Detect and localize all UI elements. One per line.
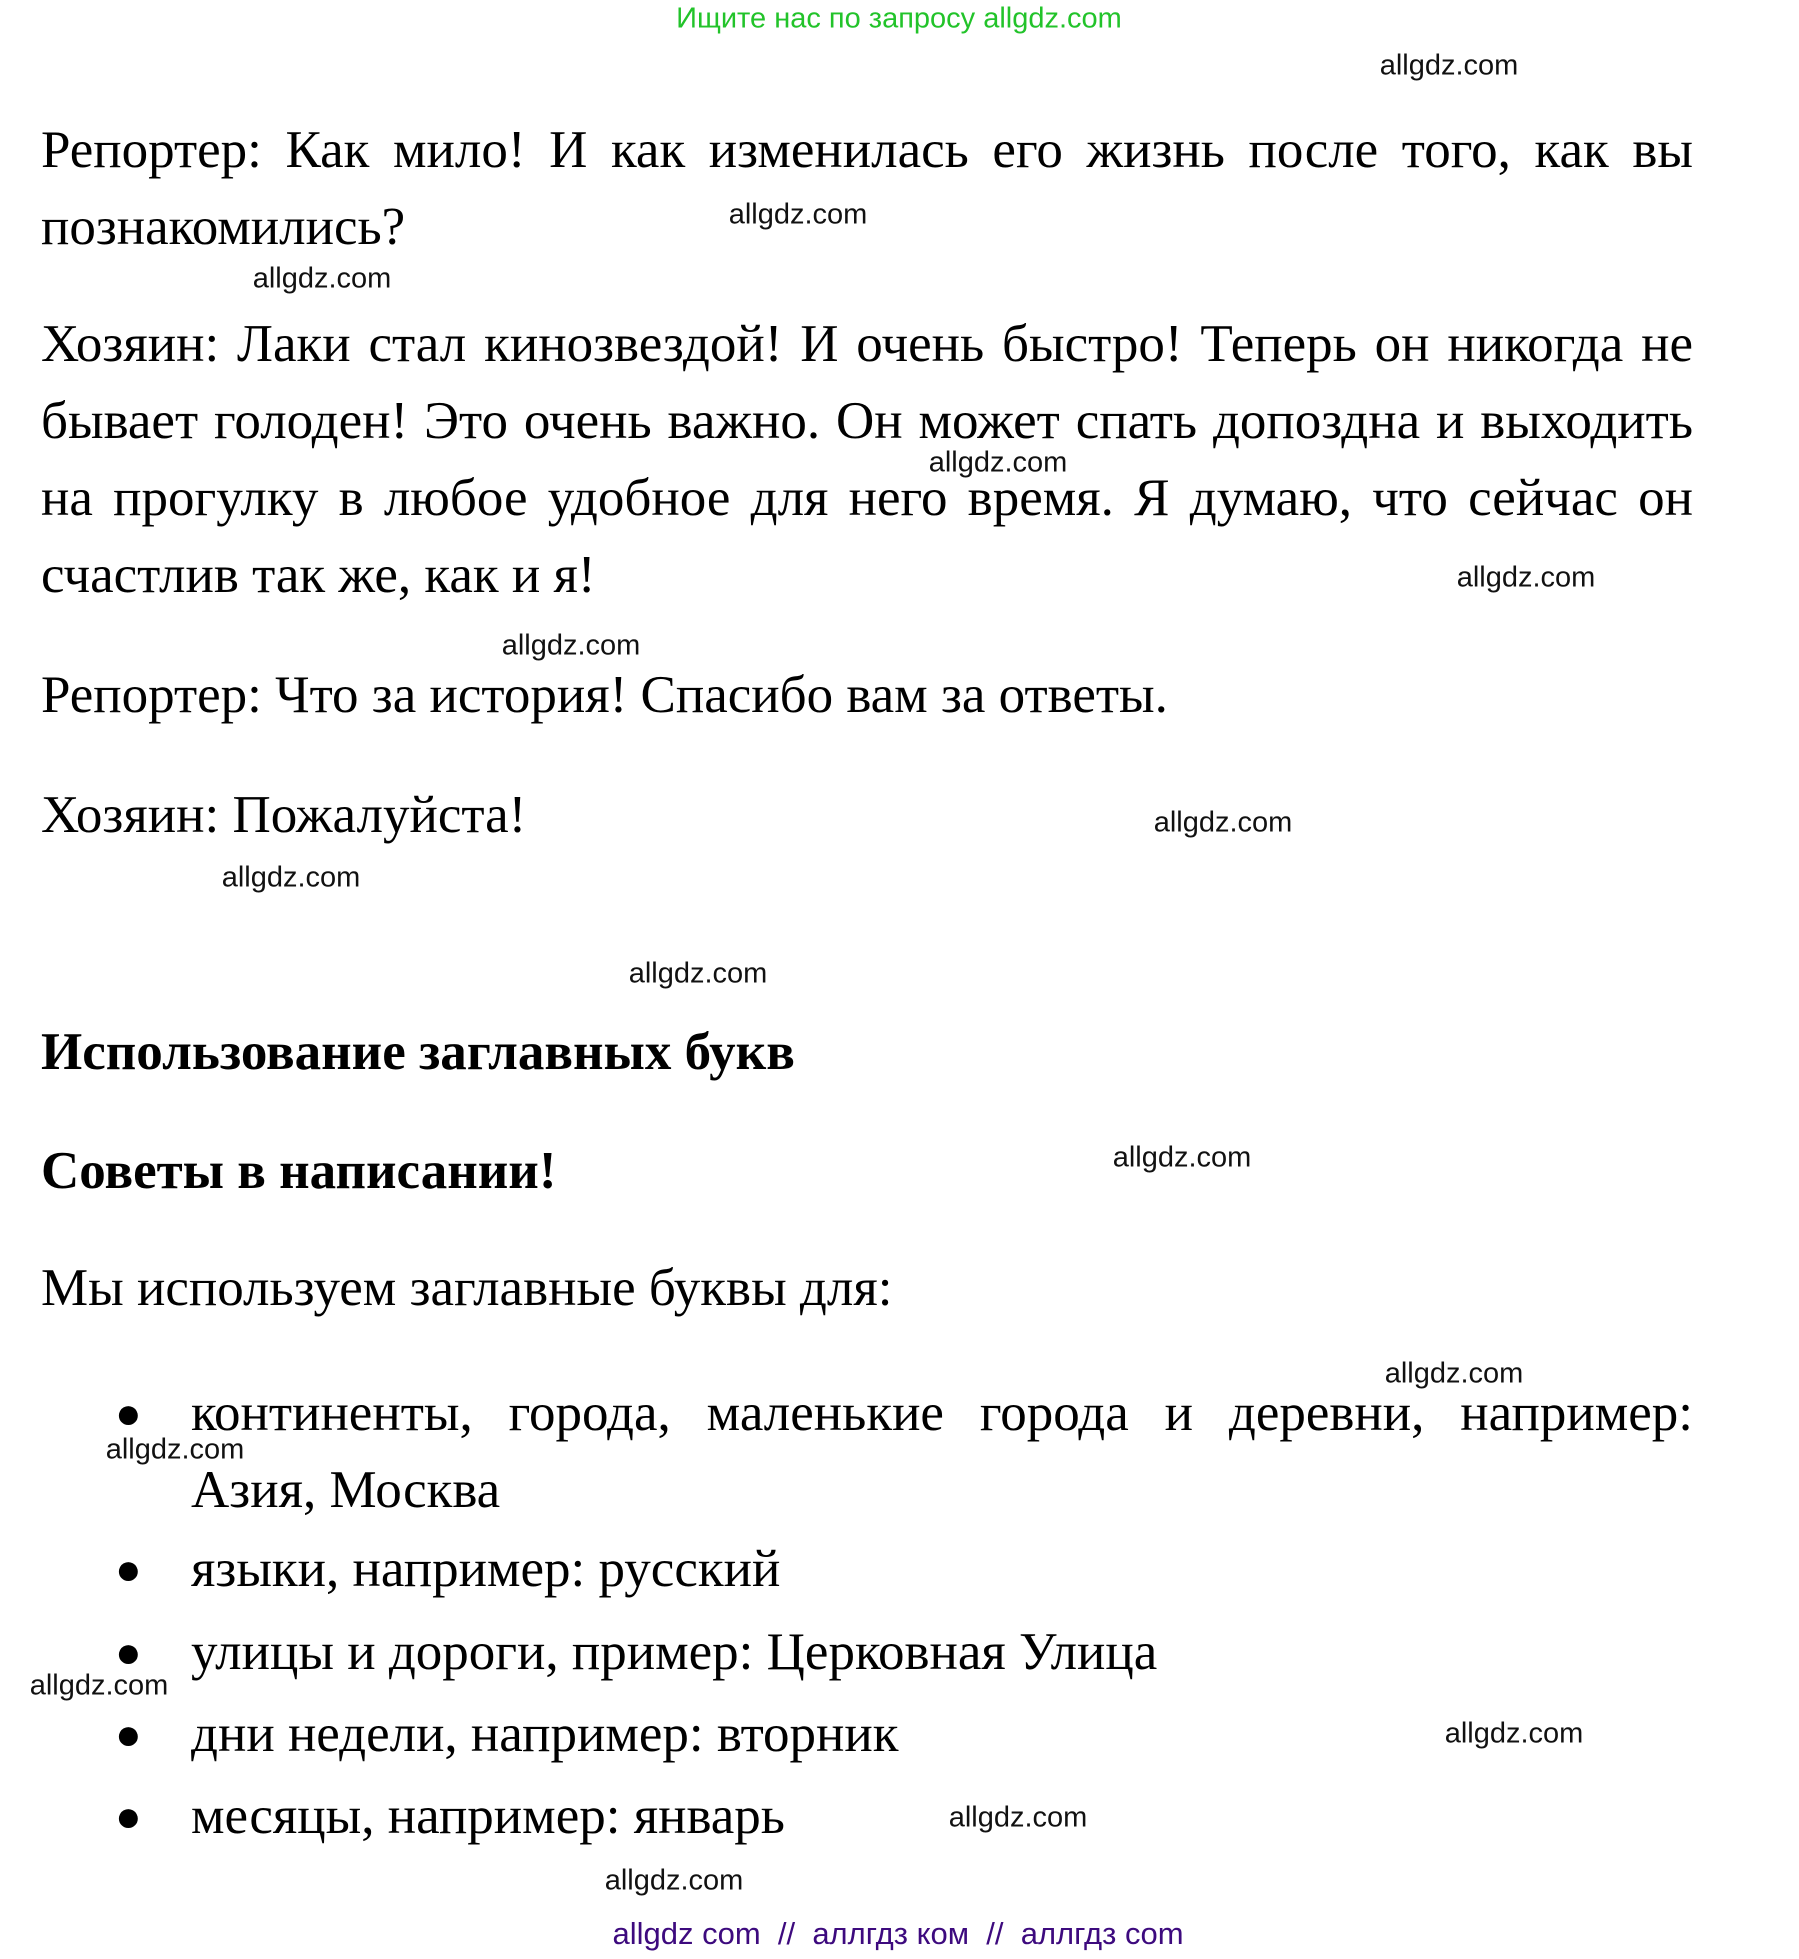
watermark: allgdz.com — [928, 446, 1068, 479]
bullet-icon: ● — [115, 1628, 142, 1677]
bullet-icon: ● — [115, 1792, 142, 1841]
search-promo-banner: Ищите нас по запросу allgdz.com — [676, 2, 1122, 35]
watermark: allgdz.com — [948, 1801, 1088, 1834]
list-item — [115, 1531, 1693, 1608]
list-item-text: улицы и дороги, пример: Церковная Улица — [191, 1623, 1158, 1681]
watermark: allgdz.com — [105, 1433, 245, 1466]
watermark: allgdz.com — [604, 1864, 744, 1897]
list-item — [115, 1614, 1693, 1691]
watermark: allgdz.com — [221, 861, 361, 894]
watermark: allgdz.com — [728, 198, 868, 231]
watermark: allgdz.com — [628, 957, 768, 990]
dialogue-paragraph: Репортер: Как мило! И как изменилась его жизнь после того, как вы познакомились? — [41, 121, 1693, 256]
bullet-icon: ● — [115, 1389, 142, 1438]
list-item-text: языки, например: русский — [191, 1540, 781, 1598]
watermark: allgdz.com — [1379, 49, 1519, 82]
watermark: allgdz.com — [501, 629, 641, 662]
list-item — [115, 1778, 1693, 1855]
section-heading: Использование заглавных букв — [41, 1023, 795, 1081]
list-item-text: дни недели, например: вторник — [191, 1705, 899, 1763]
watermark: allgdz.com — [29, 1669, 169, 1702]
watermark: allgdz.com — [1112, 1141, 1252, 1174]
dialogue-paragraph: Хозяин: Лаки стал кинозвездой! И очень быстро! Теперь он никогда не бывает голоден! Это очень важно. Он может спать допоздна и выходить на прогулку в любое удобное для него время. Я думаю, что сейчас он счастлив так же, как и я! — [41, 315, 1693, 604]
dialogue-paragraph: Репортер: Что за история! Спасибо вам за ответы. — [41, 666, 1168, 724]
bullet-icon: ● — [115, 1545, 142, 1594]
list-item-text: континенты, города, маленькие города и деревни, например: Азия, Москва — [191, 1384, 1693, 1519]
intro-text: Мы используем заглавные буквы для: — [41, 1259, 893, 1317]
watermark: allgdz.com — [1456, 561, 1596, 594]
footer-links: allgdz com // аллгдз ком // аллгдз com — [612, 1916, 1184, 1951]
subsection-heading: Советы в написании! — [41, 1142, 557, 1200]
dialogue-paragraph: Хозяин: Пожалуйста! — [41, 786, 527, 844]
watermark: allgdz.com — [252, 262, 392, 295]
watermark: allgdz.com — [1444, 1717, 1584, 1750]
list-item-text: месяцы, например: январь — [191, 1787, 785, 1845]
watermark: allgdz.com — [1153, 806, 1293, 839]
watermark: allgdz.com — [1384, 1357, 1524, 1390]
bullet-icon: ● — [115, 1710, 142, 1759]
